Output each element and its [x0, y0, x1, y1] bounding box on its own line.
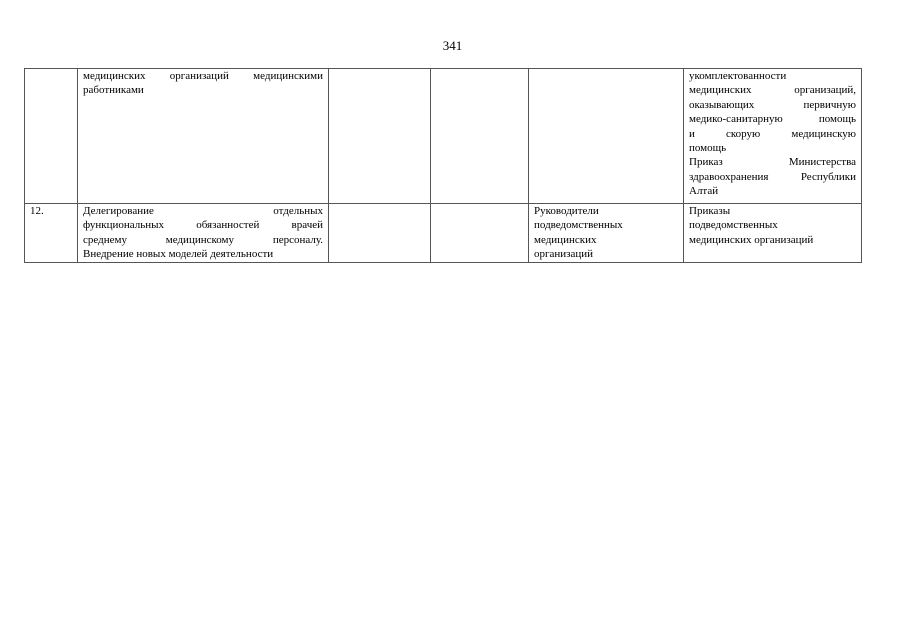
- term-cell: [329, 204, 431, 263]
- action-cell: [78, 69, 329, 204]
- responsible-line: Руководители: [534, 205, 599, 217]
- document-line: оказывающих первичную: [689, 98, 856, 111]
- plan-table: [24, 68, 862, 263]
- document-cell: [684, 204, 862, 263]
- indicator-cell: [431, 204, 529, 263]
- document-line: медицинских организаций: [689, 233, 814, 246]
- indicator-cell: [431, 69, 529, 204]
- document-line: помощь: [689, 142, 727, 155]
- action-line: функциональных обязанностей врачей: [83, 219, 323, 232]
- document-line: Приказы: [689, 205, 731, 217]
- term-cell: [329, 69, 431, 204]
- responsible-cell: [529, 69, 684, 204]
- document-line: Приказ Министерства: [689, 156, 856, 169]
- row-number-cell: [25, 69, 78, 204]
- page-number: 341: [442, 38, 463, 53]
- document-line: здравоохранения Республики: [689, 170, 856, 183]
- action-line: Делегирование отдельных: [83, 205, 323, 217]
- responsible-line: организаций: [534, 248, 594, 261]
- document-cell: [684, 69, 862, 204]
- document-line: Алтай: [689, 185, 719, 198]
- document-line: укомплектованности: [689, 70, 787, 82]
- action-line: медицинских организаций медицинскими: [83, 70, 323, 82]
- row-number-cell: 12.: [25, 204, 78, 263]
- document-line: медицинских организаций,: [689, 84, 856, 97]
- action-cell: [78, 204, 329, 263]
- table-row: [25, 204, 862, 263]
- document-line: и скорую медицинскую: [689, 127, 856, 140]
- document-line: медико-санитарную помощь: [689, 113, 856, 126]
- document-line: подведомственных: [689, 219, 778, 232]
- responsible-line: подведомственных: [534, 219, 623, 232]
- action-line: Внедрение новых моделей деятельности: [83, 248, 274, 261]
- table-row: [25, 69, 862, 204]
- action-line: среднему медицинскому персоналу.: [83, 233, 323, 246]
- action-line: работниками: [83, 84, 144, 97]
- responsible-cell: [529, 204, 684, 263]
- responsible-line: медицинских: [534, 233, 597, 246]
